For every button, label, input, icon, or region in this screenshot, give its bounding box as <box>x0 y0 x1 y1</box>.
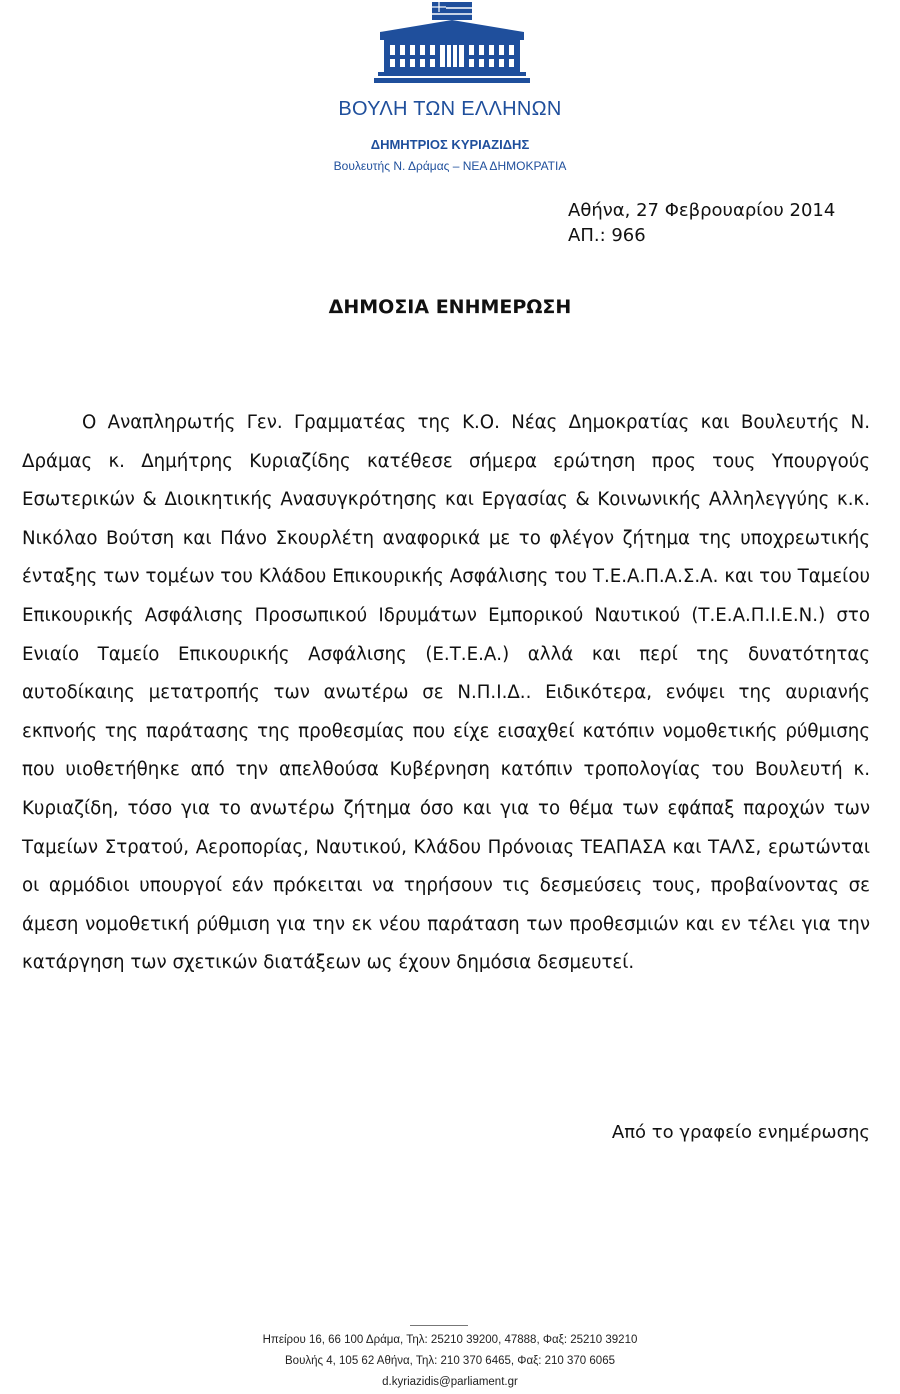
footer-email: d.kyriazidis@parliament.gr <box>382 1376 518 1388</box>
footer-athens-address: Βουλής 4, 105 62 Αθήνα, Τηλ: 210 370 6465, Φαξ: 210 370 6065 <box>285 1355 615 1367</box>
body-paragraph: Ο Αναπληρωτής Γεν. Γραμματέας της Κ.Ο. Νέας Δημοκρατίας και Βουλευτής Ν. Δράμας κ. Δημήτρης Κυριαζίδης κατέθεσε σήμερα ερώτηση προς τους Υπουργούς Εσωτερικών & Διοικητικής Ανασυγκρότησης και Εργασίας & Κοινωνικής Αλληλεγγύης κ.κ. Νικόλαο Βούτση και Πάνο Σκουρλέτη αναφορικά με το φλέγον ζήτημα της υποχρεωτικής ένταξης των τομέων του Κλάδου Επικουρικής Ασφάλισης του Τ.Ε.Α.Π.Α.Σ.Α. και του Ταμείου Επικουρικής Ασφάλισης Προσωπικού Ιδρυμάτων Εμπορικού Ναυτικού (Τ.Ε.Α.Π.Ι.Ε.Ν.) στο Ενιαίο Ταμείο Επικουρικής Ασφάλισης (Ε.Τ.Ε.Α.) αλλά και περί της δυνατότητας αυτοδίκαιης μετατροπής των ανωτέρω σε Ν.Π.Ι.Δ.. Ειδικότερα, ενόψει της αυριανής εκπνοής της παράτασης της προθεσμίας που είχε εισαχθεί κατόπιν νομοθετικής ρύθμισης που υιοθετήθηκε από την απελθούσα Κυβέρνηση κατόπιν τροπολογίας του Βουλευτή κ. Κυριαζίδη, τόσο για το ανωτέρω ζήτημα όσο και για το θέμα των εφάπαξ παροχών των Ταμείων Στρατού, Αεροπορίας, Ναυτικού, Κλάδου Πρόνοιας ΤΕΑΠΑΣΑ και ΤΑΛΣ, ερωτώνται οι αρμόδιοι υπουργοί εάν πρόκειται να τηρήσουν τις δεσμεύσεις τους, προβαίνοντας σε άμεση νομοθετική ρύθμιση για την εκ νέου παράταση των προθεσμιών και εν τέλει για την κατάργηση των σχετικών διατάξεων ως έχουν δημόσια δεσμευτεί. <box>22 412 870 974</box>
document-reference-number: ΑΠ.: 966 <box>568 225 646 246</box>
footer-divider <box>410 1325 468 1326</box>
signoff: Από το γραφείο ενημέρωσης <box>611 1122 870 1143</box>
mp-name: ΔΗΜΗΤΡΙΟΣ ΚΥΡΙΑΖΙΔΗΣ <box>370 137 530 152</box>
parliament-building-emblem-icon <box>374 0 530 86</box>
mp-role: Βουλευτής Ν. Δράμας – ΝΕΑ ΔΗΜΟΚΡΑΤΙΑ <box>333 159 567 173</box>
parliament-name: ΒΟΥΛΗ ΤΩΝ ΕΛΛΗΝΩΝ <box>338 98 562 120</box>
footer-drama-address: Ηπείρου 16, 66 100 Δράμα, Τηλ: 25210 39200, 47888, Φαξ: 25210 39210 <box>262 1334 638 1346</box>
document-date: Αθήνα, 27 Φεβρουαρίου 2014 <box>568 200 836 221</box>
document-title: ΔΗΜΟΣΙΑ ΕΝΗΜΕΡΩΣΗ <box>328 296 572 318</box>
